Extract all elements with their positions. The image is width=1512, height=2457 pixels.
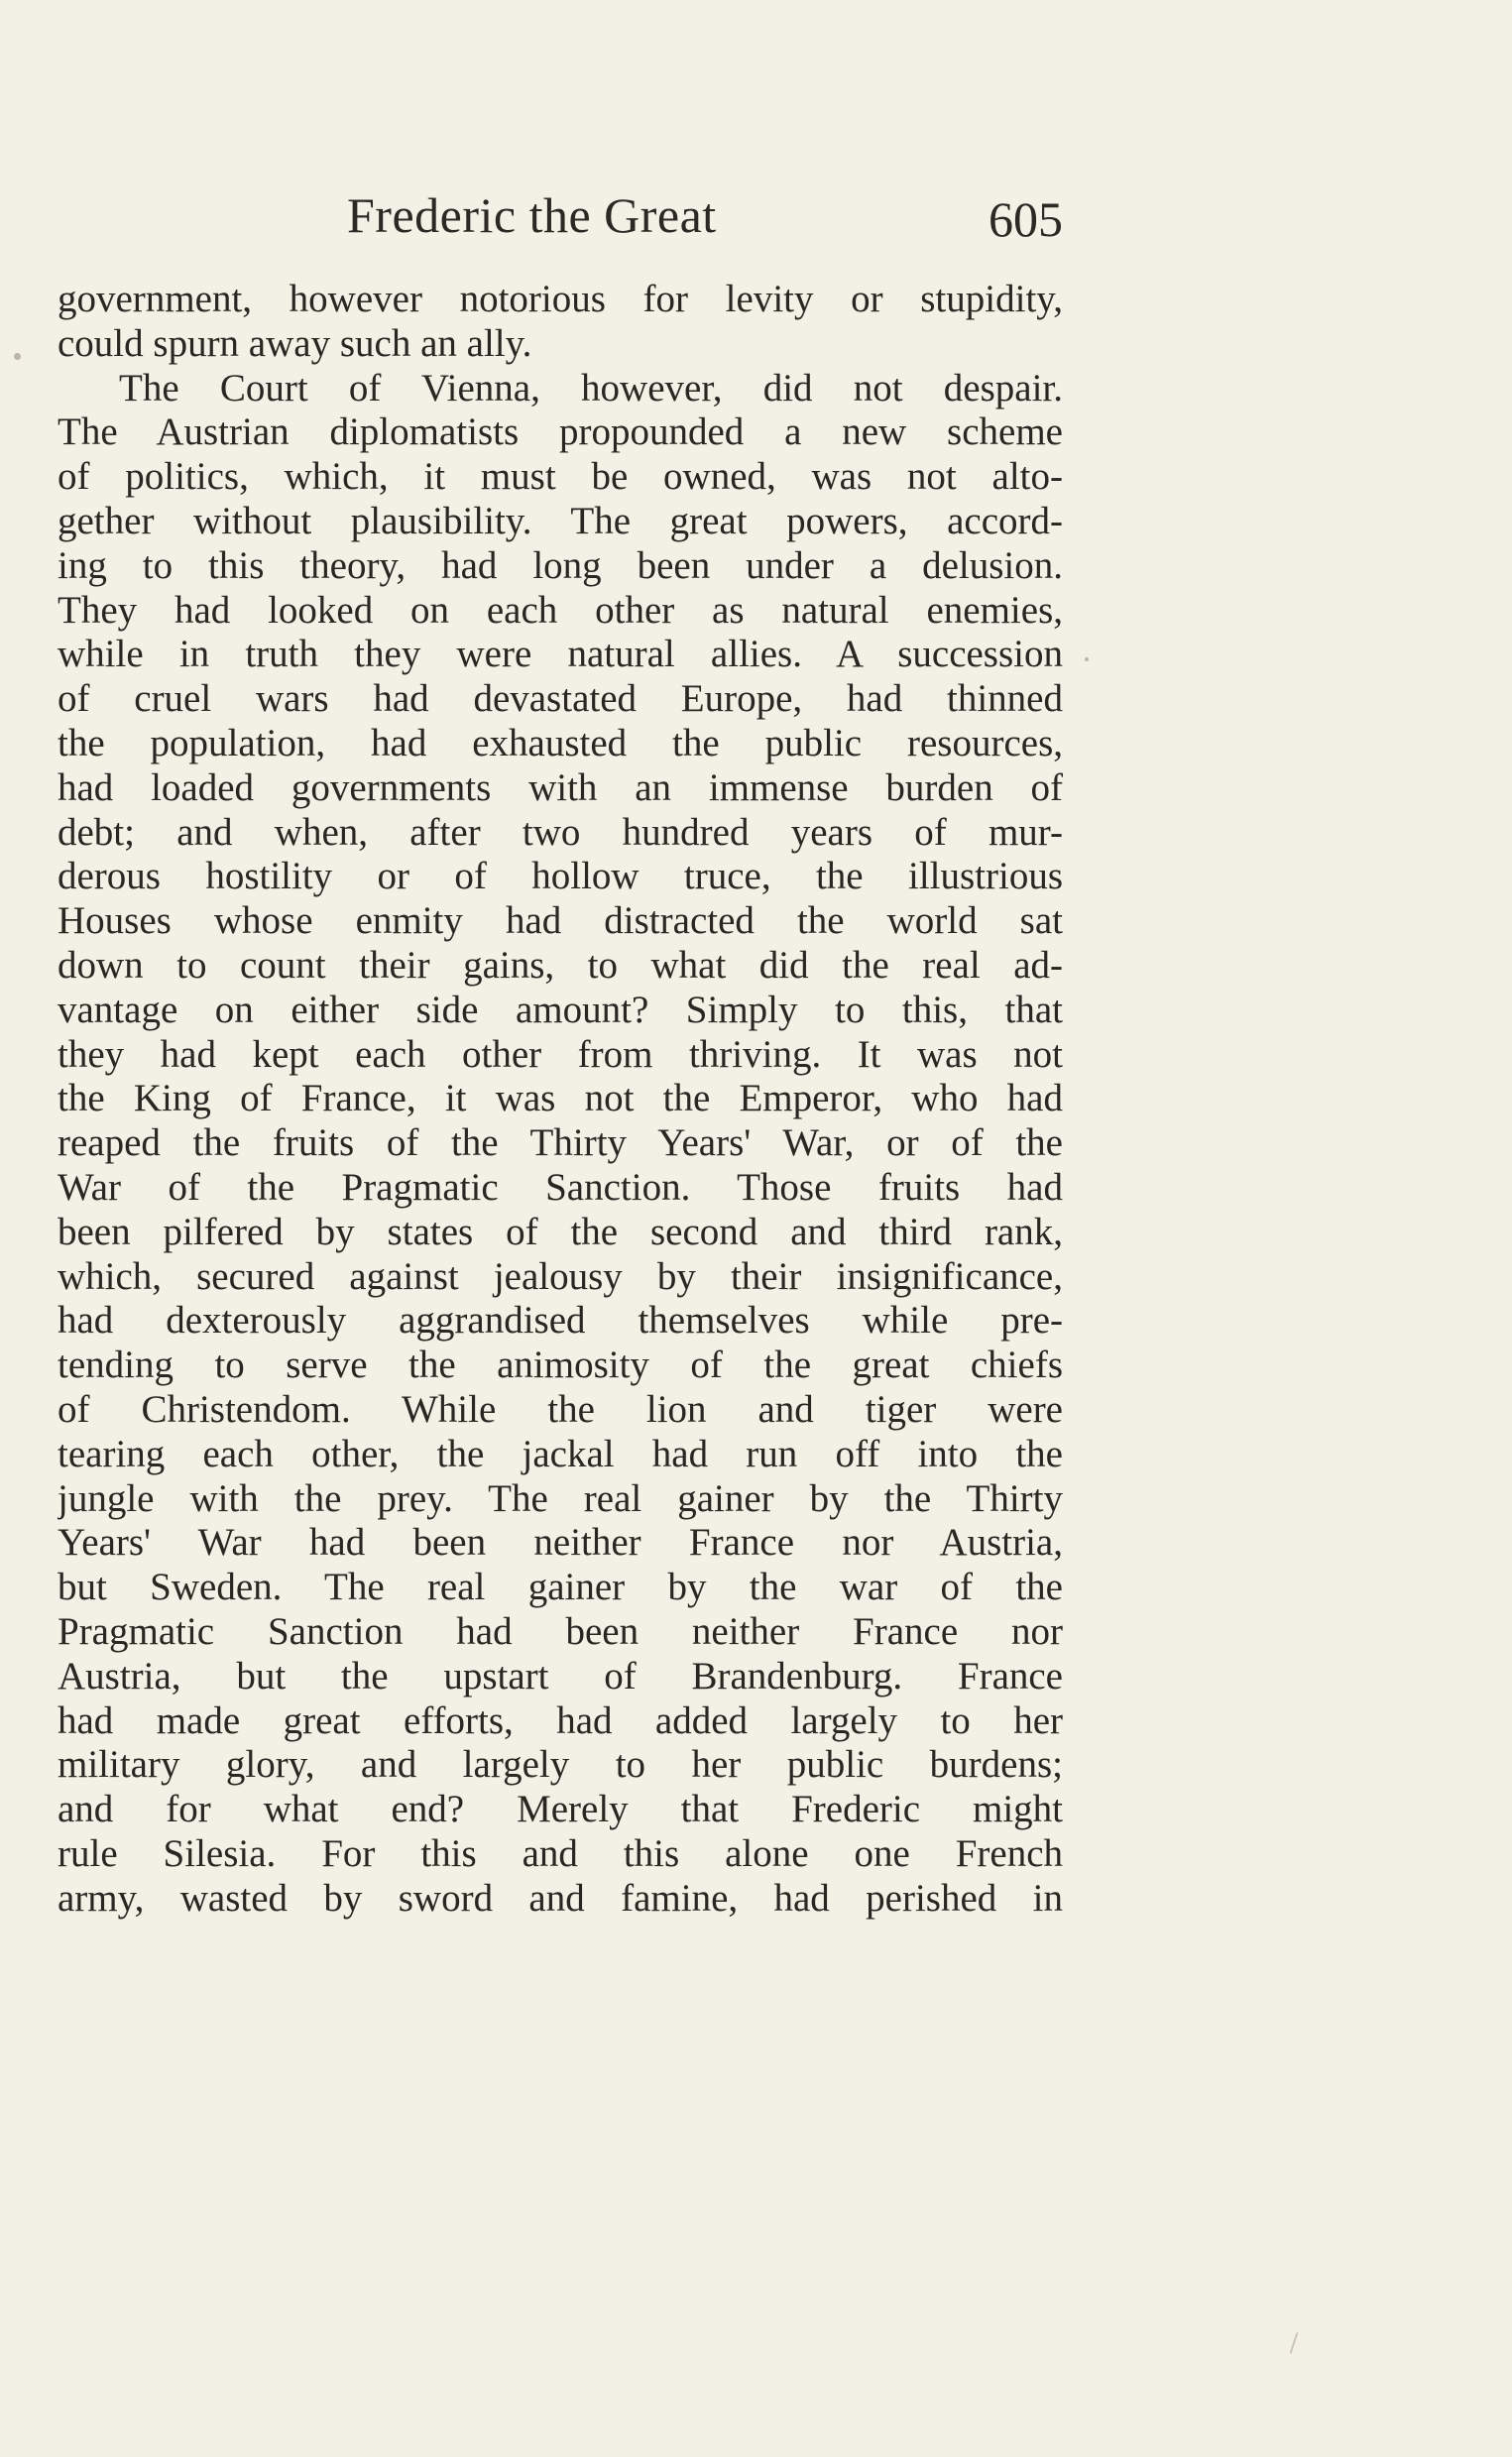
ink-speck [14, 353, 21, 360]
text-line: of cruel wars had devastated Europe, had thinned [58, 677, 1063, 721]
text-line: the King of France, it was not the Emperor, who had [58, 1077, 1063, 1120]
running-head [337, 186, 1063, 256]
text-line: had dexterously aggrandised themselves while pre- [58, 1299, 1063, 1343]
text-line: jungle with the prey. The real gainer by the Thirty [58, 1476, 1063, 1520]
text-line: been pilfered by states of the second and third rank, [58, 1210, 1063, 1253]
text-line: which, secured against jealousy by their insignificance, [58, 1254, 1063, 1298]
ink-speck [1085, 657, 1089, 661]
text-line: Houses whose enmity had distracted the world sat [58, 899, 1063, 943]
text-line: had made great efforts, had added largely to her [58, 1698, 1063, 1742]
text-line: army, wasted by sword and famine, had perished in [58, 1876, 1063, 1920]
text-line: vantage on either side amount? Simply to this, that [58, 988, 1063, 1031]
text-line: down to count their gains, to what did the real ad- [58, 943, 1063, 987]
paper-mark [1290, 2332, 1299, 2354]
text-line: the population, had exhausted the public resources, [58, 721, 1063, 764]
text-line: tearing each other, the jackal had run off into the [58, 1432, 1063, 1475]
text-line: The Austrian diplomatists propounded a new scheme [58, 410, 1063, 454]
text-line: had loaded governments with an immense burden of [58, 765, 1063, 809]
text-line: rule Silesia. For this and this alone one French [58, 1831, 1063, 1875]
text-line: and for what end? Merely that Frederic might [58, 1788, 1063, 1831]
paragraph-first-line: The Court of Vienna, however, did not despair. [119, 366, 1063, 410]
text-line: They had looked on each other as natural enemies, [58, 588, 1063, 632]
text-line: tending to serve the animosity of the great chiefs [58, 1344, 1063, 1387]
text-line: they had kept each other from thriving. It was not [58, 1032, 1063, 1076]
text-line: could spurn away such an ally. [58, 321, 532, 365]
body-text [58, 278, 1063, 1921]
text-line: government, however notorious for levity or stupidity, [58, 278, 1063, 320]
text-line: derous hostility or of hollow truce, the illustrious [58, 855, 1063, 898]
text-line: War of the Pragmatic Sanction. Those fruits had [58, 1165, 1063, 1209]
text-line: ing to this theory, had long been under a delusion. [58, 543, 1063, 587]
text-line: debt; and when, after two hundred years of mur- [58, 810, 1063, 854]
text-line: of Christendom. While the lion and tiger were [58, 1387, 1063, 1431]
text-line: Pragmatic Sanction had been neither France nor [58, 1609, 1063, 1653]
text-line: while in truth they were natural allies. A succession [58, 633, 1063, 676]
page-number: 605 [989, 191, 1063, 247]
text-line: gether without plausibility. The great powers, accord- [58, 499, 1063, 542]
text-line: reaped the fruits of the Thirty Years' War, or of the [58, 1121, 1063, 1165]
text-line: Years' War had been neither France nor Austria, [58, 1521, 1063, 1565]
text-line: military glory, and largely to her public burdens; [58, 1743, 1063, 1787]
running-title: Frederic the Great [347, 187, 717, 243]
text-line: of politics, which, it must be owned, was not alto- [58, 455, 1063, 499]
text-line: Austria, but the upstart of Brandenburg. France [58, 1654, 1063, 1697]
text-line: but Sweden. The real gainer by the war of the [58, 1566, 1063, 1609]
